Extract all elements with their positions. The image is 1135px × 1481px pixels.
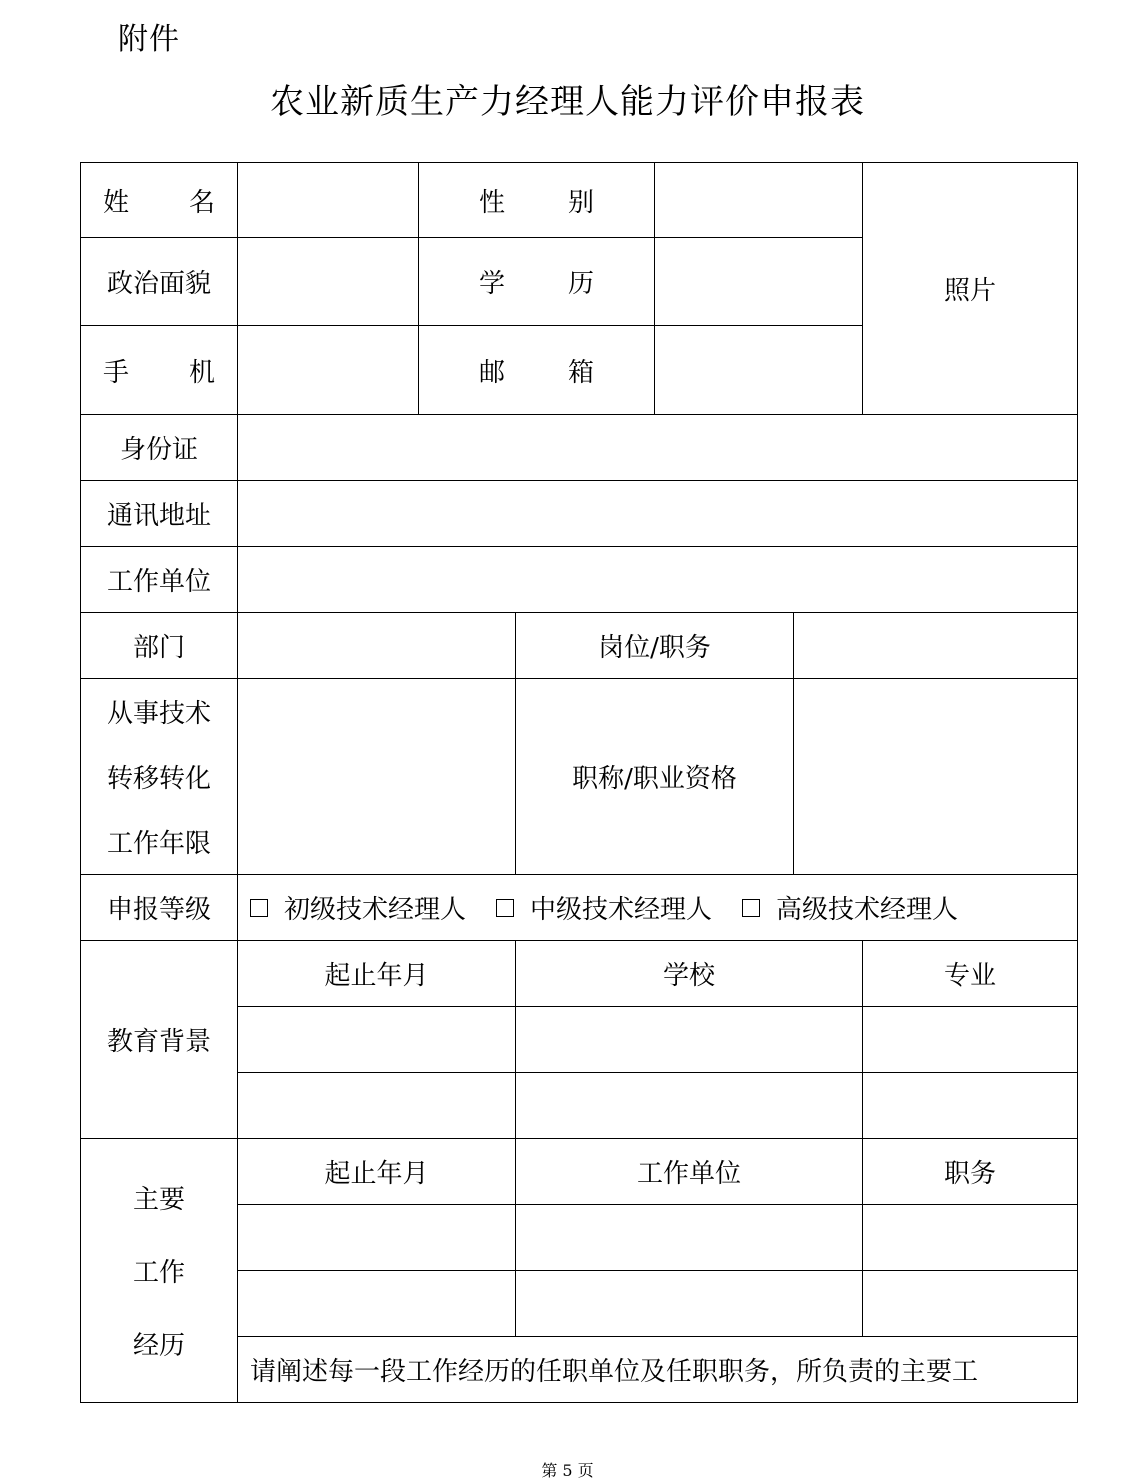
work-header-duty: 职务 — [863, 1139, 1078, 1205]
edu-major-field[interactable] — [863, 1007, 1078, 1073]
work-experience-label: 主要 工作 经历 — [81, 1139, 238, 1403]
work-header-period: 起止年月 — [238, 1139, 516, 1205]
email-label: 邮 箱 — [419, 326, 655, 415]
phone-label: 手 机 — [81, 326, 238, 415]
edu-header-major: 专业 — [863, 941, 1078, 1007]
position-label: 岗位/职务 — [516, 613, 794, 679]
email-field[interactable] — [655, 326, 863, 415]
address-label: 通讯地址 — [81, 481, 238, 547]
level-options — [238, 875, 1078, 941]
education-field[interactable] — [655, 238, 863, 326]
professional-title-field[interactable] — [794, 679, 1078, 875]
work-duty-field[interactable] — [863, 1205, 1078, 1271]
position-field[interactable] — [794, 613, 1078, 679]
work-period-field[interactable] — [238, 1205, 516, 1271]
document-title: 农业新质生产力经理人能力评价申报表 — [270, 82, 865, 122]
education-background-label: 教育背景 — [81, 941, 238, 1139]
department-label: 部门 — [81, 613, 238, 679]
photo-label: 照片 — [944, 276, 997, 306]
id-label: 身份证 — [81, 415, 238, 481]
political-field[interactable] — [238, 238, 419, 326]
level-option-junior[interactable]: 初级技术经理人 — [250, 889, 466, 926]
name-label: 姓 名 — [81, 163, 238, 238]
checkbox-icon[interactable] — [742, 899, 760, 917]
work-description-field[interactable]: 请阐述每一段工作经历的任职单位及任职职务，所负责的主要工 — [238, 1337, 1078, 1403]
edu-school-field[interactable] — [516, 1007, 863, 1073]
work-period-field[interactable] — [238, 1271, 516, 1337]
edu-school-field[interactable] — [516, 1073, 863, 1139]
level-option-senior[interactable]: 高级技术经理人 — [742, 889, 958, 926]
edu-period-field[interactable] — [238, 1073, 516, 1139]
gender-field[interactable] — [655, 163, 863, 238]
level-option-intermediate[interactable]: 中级技术经理人 — [496, 889, 712, 926]
gender-label: 性 别 — [419, 163, 655, 238]
edu-header-period: 起止年月 — [238, 941, 516, 1007]
edu-major-field[interactable] — [863, 1073, 1078, 1139]
professional-title-label: 职称/职业资格 — [516, 679, 794, 875]
phone-field[interactable] — [238, 326, 419, 415]
work-duty-field[interactable] — [863, 1271, 1078, 1337]
department-field[interactable] — [238, 613, 516, 679]
edu-header-school: 学校 — [516, 941, 863, 1007]
education-label: 学 历 — [419, 238, 655, 326]
work-header-employer: 工作单位 — [516, 1139, 863, 1205]
political-label: 政治面貌 — [81, 238, 238, 326]
attachment-label: 附件 — [118, 22, 180, 57]
checkbox-icon[interactable] — [496, 899, 514, 917]
page-number: 第 5 页 — [541, 1461, 594, 1480]
employer-field[interactable] — [238, 547, 1078, 613]
work-employer-field[interactable] — [516, 1205, 863, 1271]
id-field[interactable] — [238, 415, 1078, 481]
level-label: 申报等级 — [81, 875, 238, 941]
photo-area[interactable] — [863, 163, 1078, 415]
years-field[interactable] — [238, 679, 516, 875]
application-form-table — [80, 162, 1078, 1403]
name-field[interactable] — [238, 163, 419, 238]
work-employer-field[interactable] — [516, 1271, 863, 1337]
address-field[interactable] — [238, 481, 1078, 547]
checkbox-icon[interactable] — [250, 899, 268, 917]
years-label: 从事技术 转移转化 工作年限 — [81, 679, 238, 875]
edu-period-field[interactable] — [238, 1007, 516, 1073]
employer-label: 工作单位 — [81, 547, 238, 613]
